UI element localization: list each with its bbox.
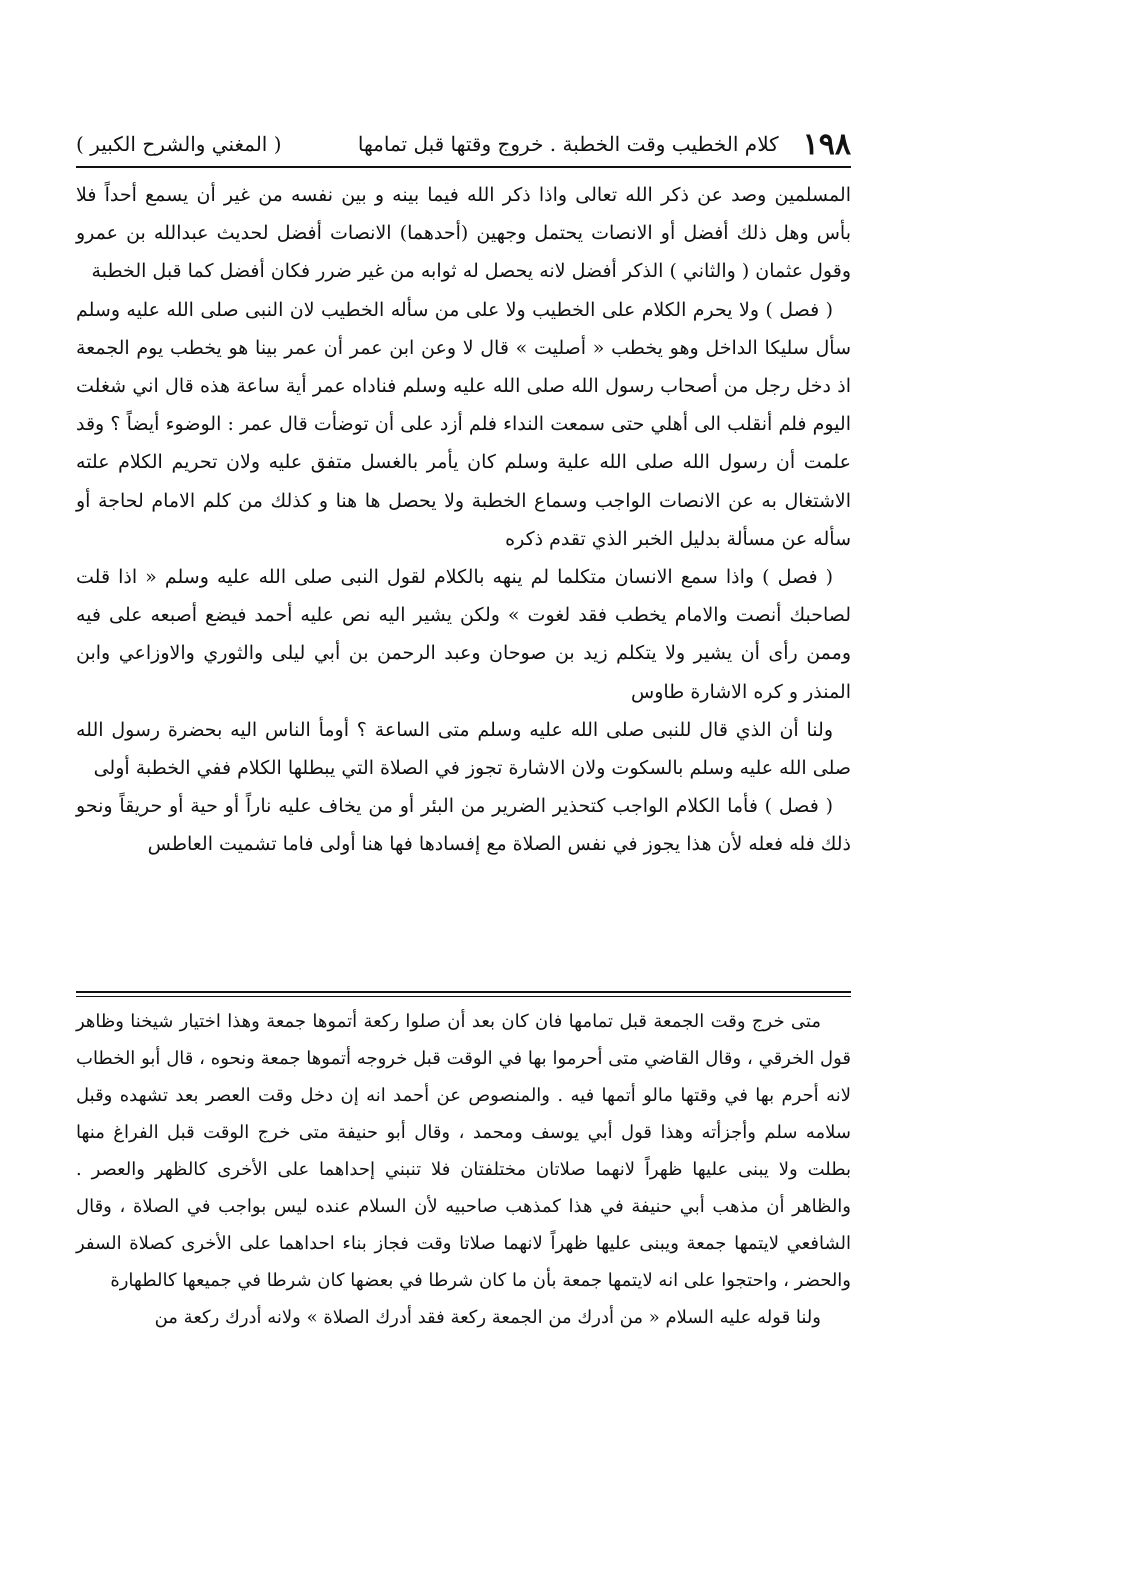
paragraph: المسلمين وصد عن ذكر الله تعالى واذا ذكر الله فيما بينه و بين نفسه من غير أن يسمع أحداً فلا بأس وهل ذلك أفضل أو الانصات يحتمل وجهين (أحدهما) الانصات أفضل لحديث عبدالله بن عمرو وقول عثمان ( والثاني ) الذكر أفضل لانه يحصل له ثوابه من غير ضرر فكان أفضل كما قبل الخطبة	[76, 184, 851, 283]
paragraph: ( فصل ) ولا يحرم الكلام على الخطيب ولا على من سأله الخطيب لان النبى صلى الله عليه وسلم سأل سليكا الداخل وهو يخطب « أصليت » قال لا وعن ابن عمر أن عمر بينا هو يخطب يوم الجمعة اذ دخل رجل من أصحاب رسول الله صلى الله عليه وسلم فناداه عمر أية ساعة هذه قال اني شغلت اليوم فلم أنقلب الى أهلي حتى سمعت النداء فلم أزد على أن توضأت قال عمر : الوضوء أيضاً ؟ وقد علمت أن رسول الله صلى الله علية وسلم كان يأمر بالغسل متفق عليه ولان تحريم الكلام علته الاشتغال به عن الانصات الواجب وسماع الخطبة ولا يحصل ها هنا و كذلك من كلم الامام لحاجة أو سأله عن مسألة بدليل الخبر الذي تقدم ذكره	[76, 298, 851, 550]
paragraph: ( فصل ) واذا سمع الانسان متكلما لم ينهه بالكلام لقول النبى صلى الله عليه وسلم « اذا قلت لصاحبك أنصت والامام يخطب فقد لغوت » ولكن يشير اليه نص عليه أحمد فيضع أصبعه على فيه وممن رأى أن يشير ولا يتكلم زيد بن صوحان وعبد الرحمن بن أبي ليلى والثوري والاوزاعي وابن المنذر و كره الاشارة طاوس	[76, 566, 851, 703]
paragraph: ( فصل ) فأما الكلام الواجب كتحذير الضرير من البئر أو من يخاف عليه ناراً أو حية أو حريقاً ونحو ذلك فله فعله لأن هذا يجوز في نفس الصلاة مع إفسادها فها هنا أولى فاما تشميت العاطس	[76, 795, 851, 856]
paragraph: ولنا أن الذي قال للنبى صلى الله عليه وسلم متى الساعة ؟ أومأ الناس اليه بحضرة رسول الله صلى الله عليه وسلم بالسكوت ولان الاشارة تجوز في الصلاة التي يبطلها الكلام ففي الخطبة أولى	[76, 718, 851, 780]
separator-rule	[76, 991, 851, 993]
commentary-paragraph: ولنا قوله عليه السلام « من أدرك من الجمعة ركعة فقد أدرك الصلاة » ولانه أدرك ركعة من	[154, 1307, 821, 1328]
separator-rule	[76, 996, 851, 997]
main-text	[76, 176, 851, 864]
page-number: ١٩٨	[802, 126, 851, 162]
page-header	[76, 124, 851, 164]
header-rule	[76, 166, 851, 168]
section-title: كلام الخطيب وقت الخطبة . خروج وقتها قبل تمامها	[357, 132, 779, 156]
commentary-text	[76, 1003, 851, 1336]
commentary-paragraph: متى خرج وقت الجمعة قبل تمامها فان كان بعد أن صلوا ركعة أتموها جمعة وهذا اختيار شيخنا وظاهر قول الخرقي ، وقال القاضي متى أحرموا بها في الوقت قبل خروجه أتموها جمعة ونحوه ، قال أبو الخطاب لانه أحرم بها في وقتها مالو أتمها فيه . والمنصوص عن أحمد انه إن دخل وقت العصر بعد تشهده وقبل سلامه سلم وأجزأته وهذا قول أبي يوسف ومحمد ، وقال أبو حنيفة متى خرج الوقت قبل الفراغ منها بطلت ولا يبنى عليها ظهراً لانهما صلاتان مختلفتان فلا تنبني إحداهما على الأخرى كالظهر والعصر . والظاهر أن مذهب أبي حنيفة في هذا كمذهب صاحبيه لأن السلام عنده ليس بواجب في الصلاة ، وقال الشافعي لايتمها جمعة ويبنى عليها ظهراً لانهما صلاتا وقت فجاز بناء احداهما على الأخرى كصلاة السفر والحضر ، واحتجوا على انه لايتمها جمعة بأن ما كان شرطا في بعضها كان شرطا في جميعها كالطهارة	[76, 1011, 851, 1291]
book-title: ( المغني والشرح الكبير )	[76, 132, 282, 156]
